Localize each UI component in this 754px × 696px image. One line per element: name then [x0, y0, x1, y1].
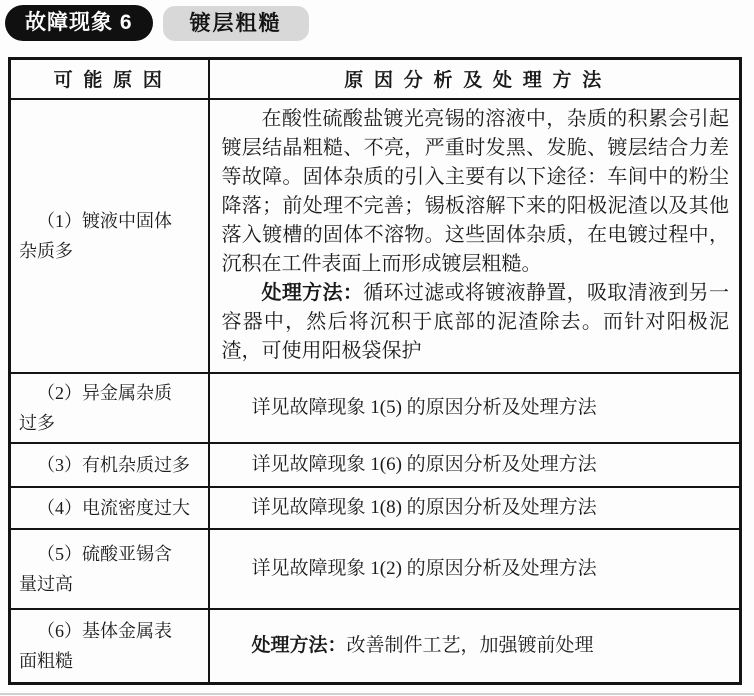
analysis-cell	[209, 373, 741, 443]
column-header-cause: 可 能 原 因	[10, 59, 209, 99]
treatment-paragraph	[222, 279, 730, 366]
cause-cell	[10, 487, 209, 529]
cause-text: （5）硫酸亚锡含	[37, 543, 172, 564]
table-row	[10, 529, 741, 609]
cause-text: （4）电流密度过大	[37, 497, 190, 518]
analysis-cell	[209, 487, 741, 529]
treatment-text: 改善制件工艺，加强镀前处理	[346, 634, 594, 656]
table-row	[10, 443, 741, 487]
treatment-lead: 处理方法：	[261, 282, 364, 304]
cause-text: 量过高	[19, 573, 73, 594]
treatment-text: 循环过滤或将镀液静置，吸取清液到另一容器中，然后将沉积于底部的泥渣除去。而针对阳极泥渣，可使用阳极袋保护	[221, 282, 730, 362]
cause-text: 过多	[19, 412, 55, 433]
analysis-cell	[209, 443, 741, 487]
analysis-cell	[209, 529, 741, 609]
fault-table	[8, 57, 742, 685]
cause-text: 杂质多	[19, 240, 73, 261]
analysis-reference: 详见故障现象 1(5) 的原因分析及处理方法	[251, 396, 597, 418]
cause-text: 面粗糙	[19, 650, 73, 671]
analysis-reference: 详见故障现象 1(2) 的原因分析及处理方法	[251, 557, 597, 579]
table-row	[10, 373, 741, 443]
cause-text: （1）镀液中固体	[37, 210, 172, 231]
cause-text: （3）有机杂质过多	[37, 454, 190, 475]
cause-text: （2）异金属杂质	[37, 382, 172, 403]
cause-cell	[10, 373, 209, 443]
analysis-paragraph	[222, 105, 730, 279]
analysis-cell	[209, 609, 741, 684]
cause-cell	[10, 99, 209, 373]
cause-cell	[10, 609, 209, 684]
analysis-reference: 详见故障现象 1(6) 的原因分析及处理方法	[251, 453, 597, 475]
analysis-cell	[209, 99, 741, 373]
treatment-lead: 处理方法：	[251, 634, 347, 656]
column-header-analysis: 原 因 分 析 及 处 理 方 法	[209, 59, 741, 99]
fault-title-badge: 镀层粗糙	[163, 6, 309, 41]
table-row	[10, 487, 741, 529]
scan-artifact-line	[0, 693, 754, 695]
table-header-row	[10, 59, 741, 99]
analysis-text: 在酸性硫酸盐镀光亮锡的溶液中，杂质的积累会引起镀层结晶粗糙、不亮，严重时发黑、发脆、镀层结合力差等故障。固体杂质的引入主要有以下途径：车间中的粉尘降落；前处理不完善；锡板溶解下来的阳极泥渣以及其他落入镀槽的固体不溶物。这些固体杂质，在电镀过程中，沉积在工件表面上而形成镀层粗糙。	[221, 108, 729, 275]
cause-cell	[10, 443, 209, 487]
fault-number-badge: 故障现象 6	[5, 5, 153, 41]
cause-text: （6）基体金属表	[37, 620, 172, 641]
header-badges	[0, 0, 754, 41]
analysis-reference: 详见故障现象 1(8) 的原因分析及处理方法	[251, 496, 597, 518]
table-row	[10, 609, 741, 684]
table-row	[10, 99, 741, 373]
cause-cell	[10, 529, 209, 609]
